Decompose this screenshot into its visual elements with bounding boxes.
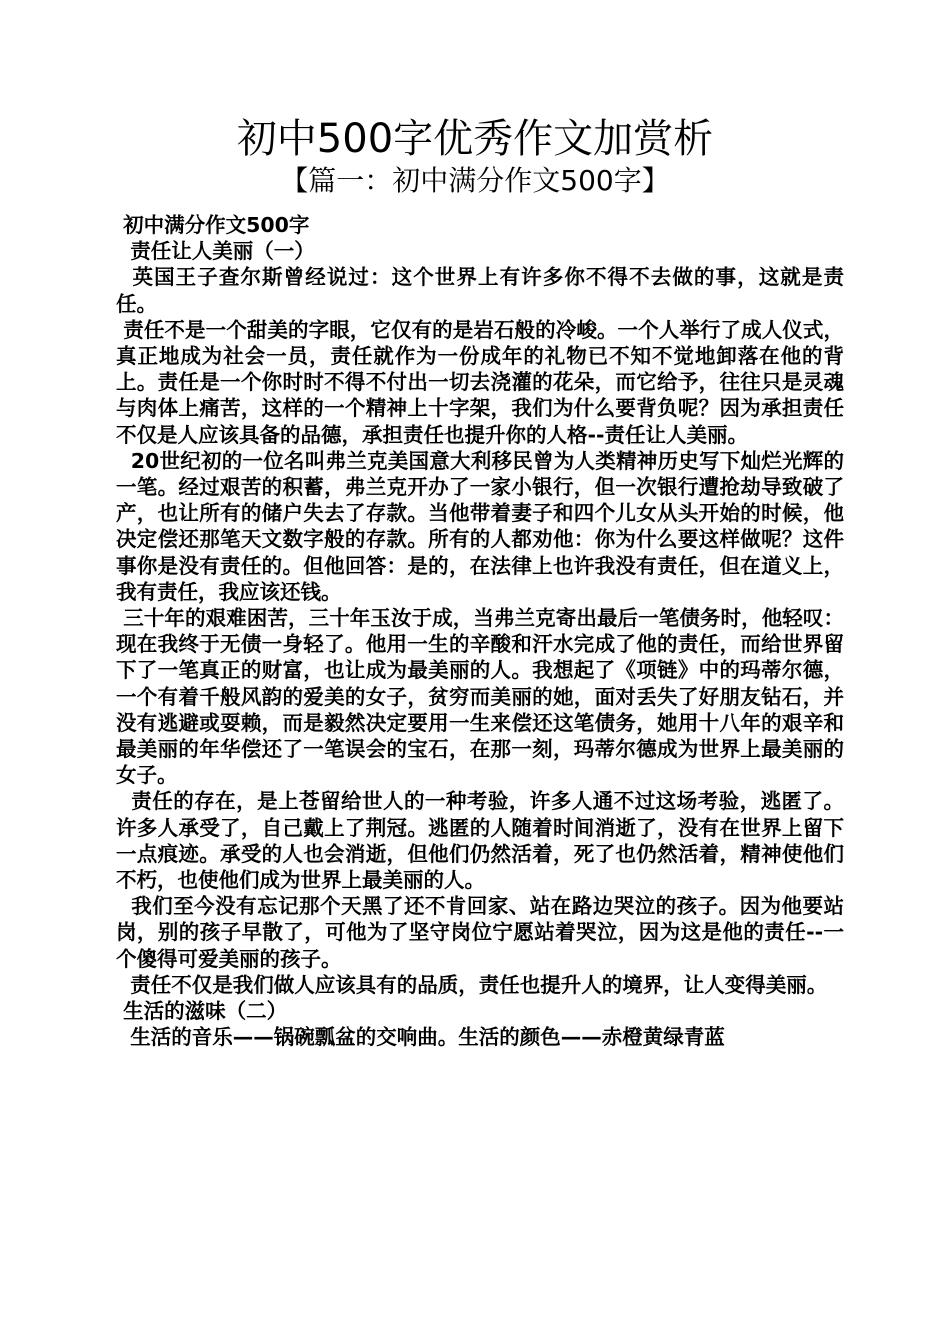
paragraph: 三十年的艰难困苦，三十年玉汝于成，当弗兰克寄出最后一笔债务时，他轻叹：现在我终于无债一身轻了。他用一生的辛酸和汗水完成了他的责任，而给世界留下了一笔真正的财富，也让成为最美丽的人。我想起了《项链》中的玛蒂尔德，一个有着千般风韵的爱美的女子，贫穷而美丽的她，面对丢失了好朋友钻石，并没有逃避或耍赖，而是毅然决定要用一生来偿还这笔债务，她用十八年的艰辛和最美丽的年华偿还了一笔误会的宝石，在那一刻，玛蒂尔德成为世界上最美丽的女子。	[116, 606, 844, 788]
paragraph: 生活的音乐——锅碗瓢盆的交响曲。生活的颜色——赤橙黄绿青蓝	[116, 1025, 725, 1050]
paragraph: 责任不是一个甜美的字眼，它仅有的是岩石般的冷峻。一个人举行了成人仪式，真正地成为社会一员，责任就作为一份成年的礼物已不知不觉地卸落在他的背上。责任是一个你时时不得不付出一切去浇灌的花朵，而它给予，往往只是灵魂与肉体上痛苦，这样的一个精神上十字架，我们为什么要背负呢？因为承担责任不仅是人应该具备的品德，承担责任也提升你的人格--责任让人美丽。	[116, 317, 844, 447]
section-heading-responsibility: 责任让人美丽（一）	[116, 239, 315, 264]
paragraph: 责任的存在，是上苍留给世人的一种考验，许多人通不过这场考验，逃匿了。许多人承受了，自己戴上了荆冠。逃匿的人随着时间消逝了，没有在世界上留下一点痕迹。承受的人也会消逝，但他们仍然活着，死了也仍然活着，精神使他们不朽，也使他们成为世界上最美丽的人。	[116, 789, 844, 893]
document-title: 初中500字优秀作文加赏析	[236, 116, 714, 162]
document-body	[116, 212, 844, 1051]
paragraph: 20世纪初的一位名叫弗兰克美国意大利移民曾为人类精神历史写下灿烂光辉的一笔。经过艰苦的积蓄，弗兰克开办了一家小银行，但一次银行遭抢劫导致破了产，也让所有的储户失去了存款。当他带着妻子和四个儿女从头开始的时候，他决定偿还那笔天文数字般的存款。所有的人都劝他：你为什么要这样做呢？这件事你是没有责任的。但他回答：是的，在法律上也许我没有责任，但在道义上，我有责任，我应该还钱。	[116, 448, 844, 604]
document-subtitle: 【篇一：初中满分作文500字】	[280, 164, 670, 197]
paragraph: 英国王子查尔斯曾经说过：这个世界上有许多你不得不去做的事，这就是责任。	[116, 265, 844, 316]
paragraph: 责任不仅是我们做人应该具有的品质，责任也提升人的境界，让人变得美丽。	[116, 972, 828, 997]
essay-heading: 初中满分作文500字	[116, 213, 310, 237]
paragraph: 我们至今没有忘记那个天黑了还不肯回家、站在路边哭泣的孩子。因为他要站岗，别的孩子早散了，可他为了坚守岗位宁愿站着哭泣，因为这是他的责任--一个傻得可爱美丽的孩子。	[116, 894, 844, 971]
section-heading-life: 生活的滋味（二）	[116, 999, 288, 1024]
